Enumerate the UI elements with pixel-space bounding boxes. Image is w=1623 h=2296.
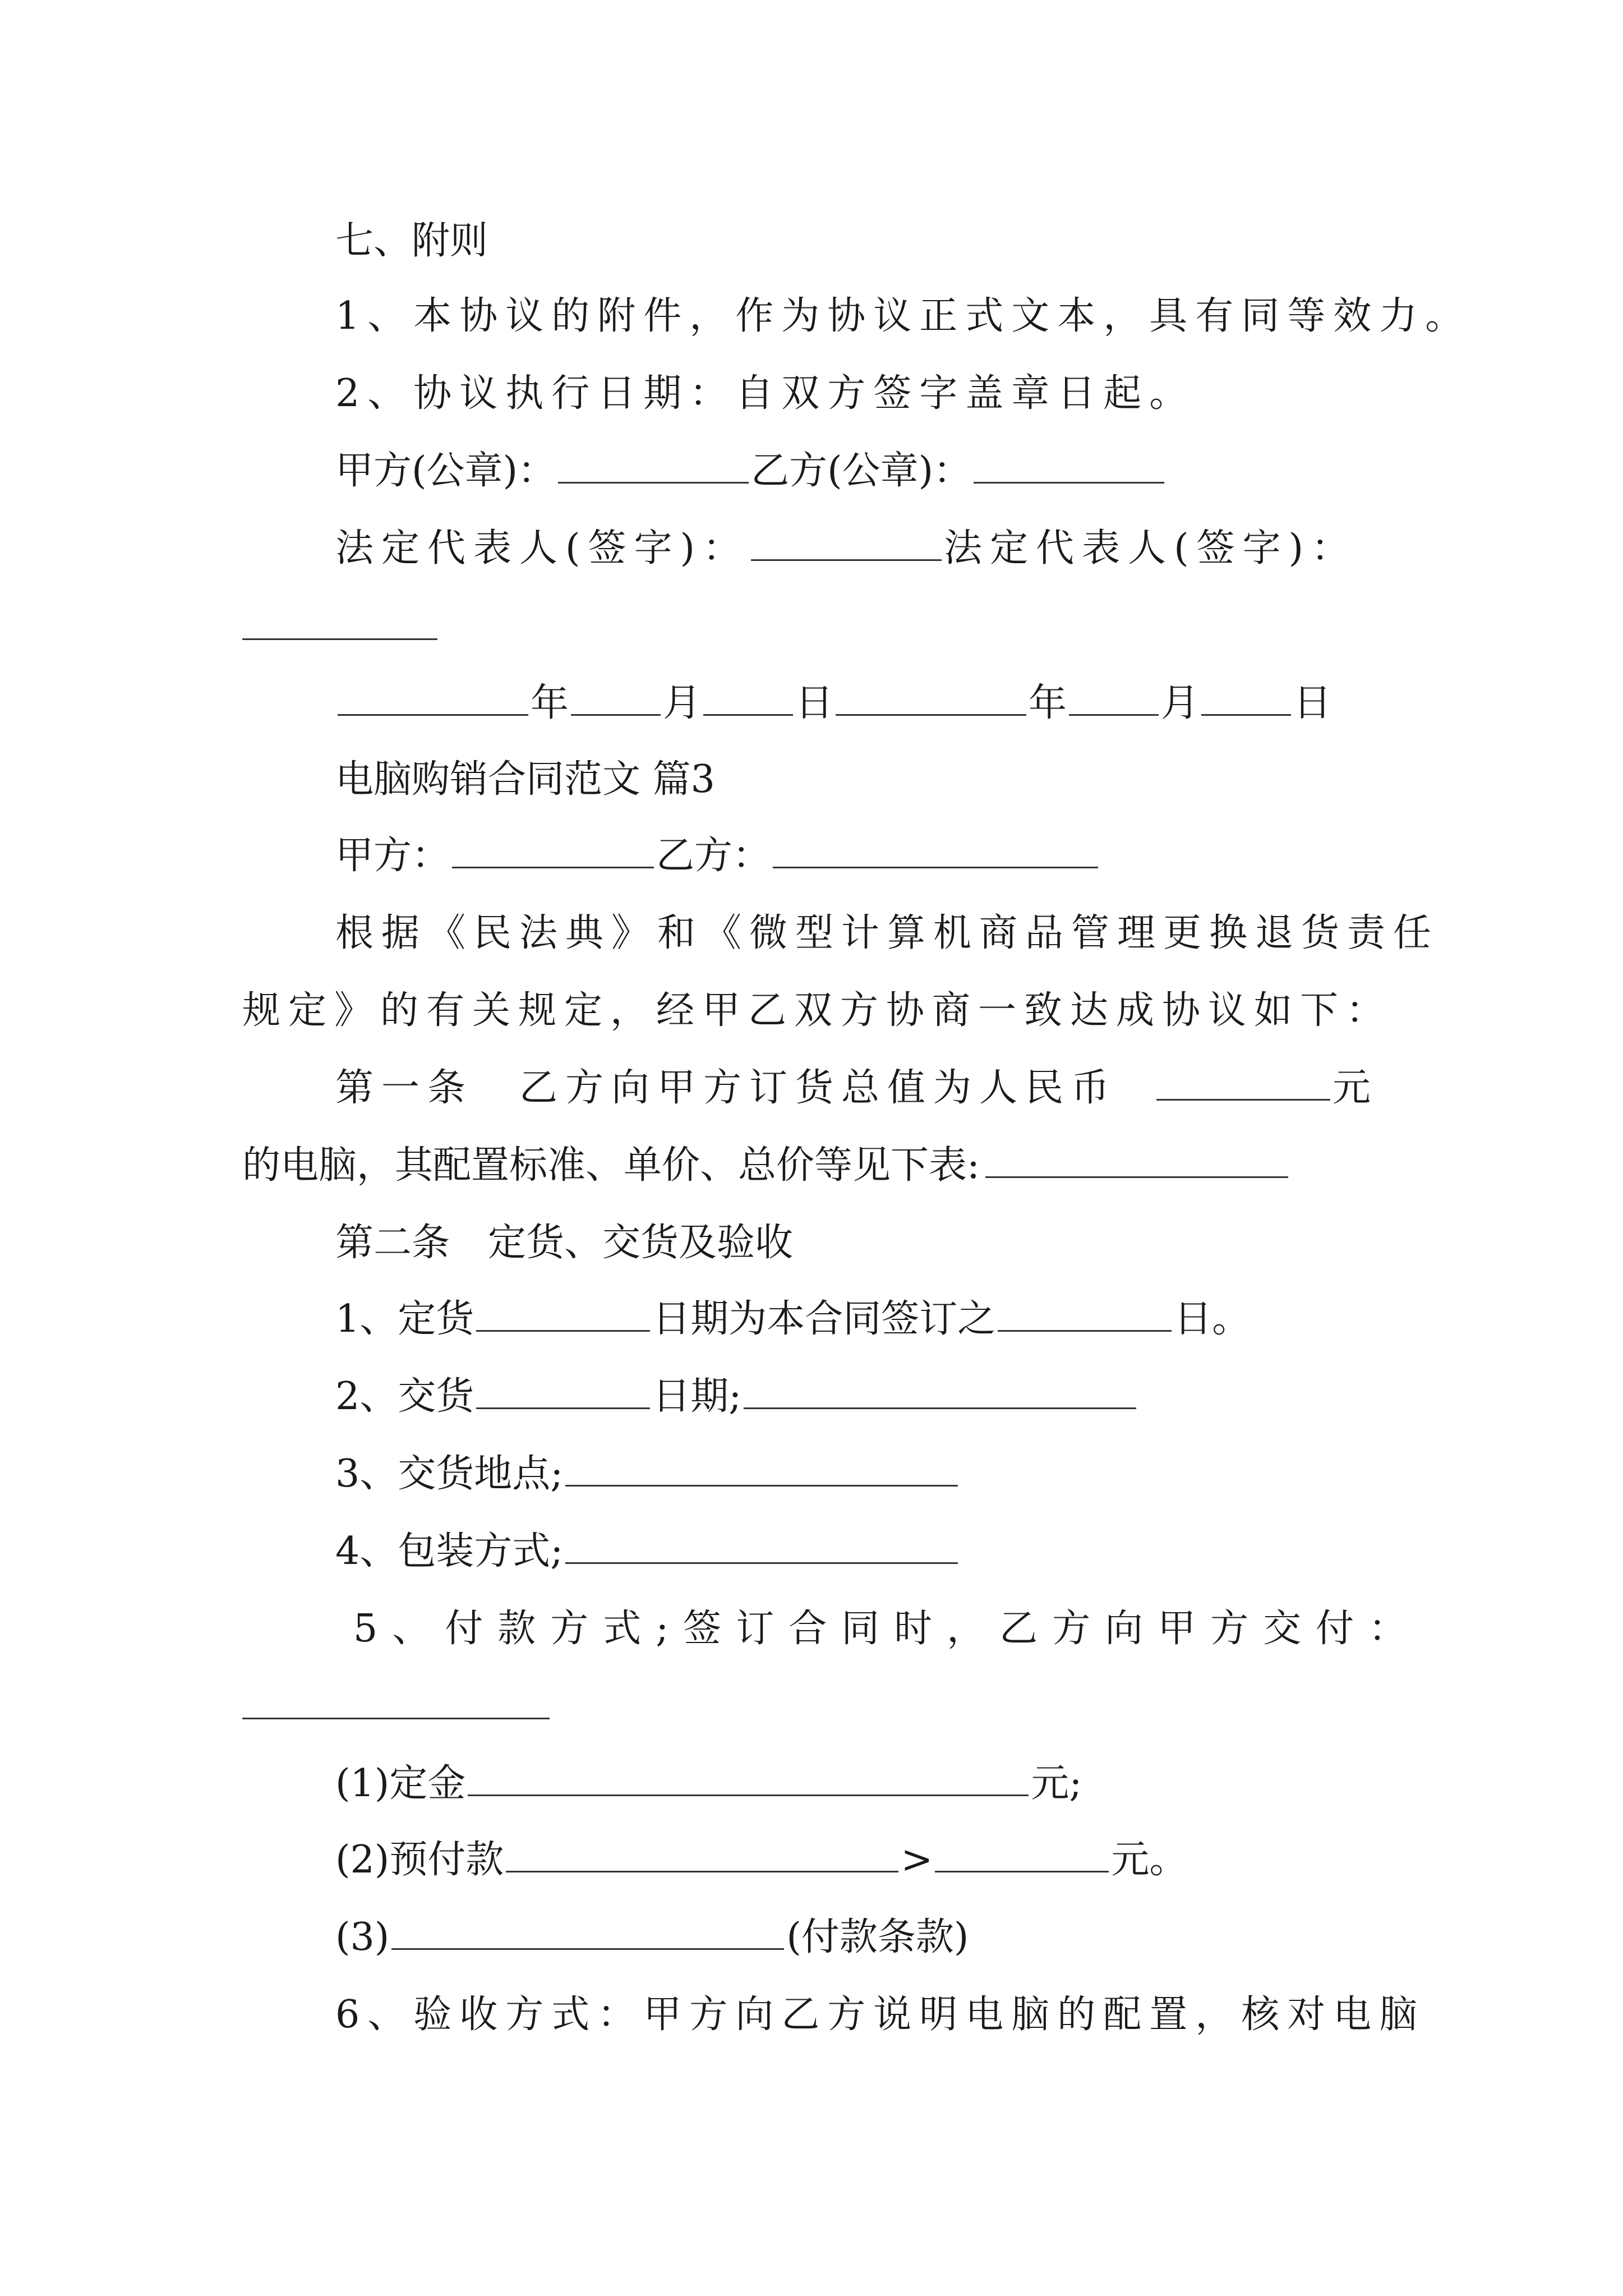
item-4-blank bbox=[565, 1527, 958, 1564]
item-1-blank-b bbox=[998, 1295, 1172, 1332]
date-month-blank-b bbox=[1069, 679, 1159, 716]
article-2-title-text: 第二条 定货、交货及验收 bbox=[335, 1221, 794, 1265]
clause-2 bbox=[335, 366, 1623, 422]
article-1-line-1 bbox=[335, 1060, 1623, 1116]
clause-2-text: 2、协议执行日期：自双方签字盖章日起。 bbox=[335, 371, 1196, 416]
item-2-prefix: 2、交货 bbox=[335, 1374, 474, 1419]
item-2-middle: 日期; bbox=[652, 1374, 742, 1419]
date-year-blank-a bbox=[338, 679, 528, 716]
item-1-middle: 日期为本合同签订之 bbox=[652, 1297, 996, 1341]
party-b-seal-label: 乙方(公章)： bbox=[751, 449, 972, 493]
date-day-blank-b bbox=[1201, 679, 1291, 716]
party-a-label: 甲方： bbox=[335, 834, 450, 878]
date-day-a: 日 bbox=[795, 681, 834, 725]
parties-line bbox=[335, 828, 1623, 884]
date-month-b: 月 bbox=[1161, 681, 1200, 725]
date-month-blank-a bbox=[571, 679, 661, 716]
contract-title-text: 电脑购销合同范文 篇3 bbox=[335, 757, 715, 802]
article-2-title bbox=[335, 1215, 1623, 1271]
party-b-label: 乙方： bbox=[656, 834, 771, 878]
item-3-text: 3、交货地点; bbox=[335, 1452, 564, 1496]
date-line bbox=[335, 675, 1623, 731]
item-1-suffix: 日。 bbox=[1174, 1297, 1251, 1341]
intro-line-1-text: 根据《民法典》和《微型计算机商品管理更换退货责任 bbox=[335, 911, 1440, 955]
payment-1-unit: 元; bbox=[1031, 1761, 1082, 1806]
payment-2-blank-b bbox=[935, 1836, 1109, 1872]
article-1-line-2 bbox=[242, 1138, 1623, 1194]
article-1-table-blank bbox=[985, 1142, 1288, 1178]
date-day-b: 日 bbox=[1293, 681, 1332, 725]
payment-1-blank bbox=[468, 1760, 1029, 1796]
date-day-blank-a bbox=[703, 679, 793, 716]
item-6-text: 6、验收方式：甲方向乙方说明电脑的配置，核对电脑 bbox=[335, 1993, 1426, 2037]
payment-3-line bbox=[335, 1910, 1623, 1966]
payment-2-line bbox=[335, 1832, 1623, 1888]
intro-line-2-text: 规定》的有关规定，经甲乙双方协商一致达成协议如下： bbox=[242, 988, 1393, 1033]
payment-3-suffix: (付款条款) bbox=[786, 1915, 969, 1959]
date-month-a: 月 bbox=[663, 681, 702, 725]
article-1-prefix: 第一条 乙方向甲方订货总值为人民币 bbox=[335, 1066, 1118, 1110]
item-1-line bbox=[335, 1291, 1623, 1347]
intro-line-1 bbox=[335, 905, 1623, 961]
legal-rep-blank-b bbox=[242, 638, 437, 640]
clause-1-text: 1、本协议的附件，作为协议正式文本，具有同等效力。 bbox=[335, 294, 1472, 338]
intro-line-2 bbox=[242, 983, 1623, 1039]
payment-2-blank-a bbox=[506, 1836, 898, 1872]
item-2-blank-b bbox=[744, 1373, 1136, 1409]
legal-rep-label-b: 法定代表人(签字)： bbox=[944, 526, 1358, 570]
payment-2-arrow: > bbox=[901, 1838, 933, 1882]
party-a-seal-blank bbox=[558, 447, 749, 484]
payment-3-blank bbox=[391, 1913, 784, 1950]
party-b-seal-blank bbox=[974, 447, 1164, 484]
article-1-unit: 元 bbox=[1332, 1066, 1371, 1110]
item-1-prefix: 1、定货 bbox=[335, 1297, 474, 1341]
item-1-blank-a bbox=[476, 1295, 650, 1332]
clause-1 bbox=[335, 288, 1623, 344]
seal-line bbox=[335, 443, 1623, 499]
legal-rep-blank-a bbox=[751, 524, 942, 561]
item-5-line bbox=[353, 1601, 1623, 1657]
legal-rep-line bbox=[335, 521, 1623, 577]
item-2-line bbox=[335, 1369, 1623, 1425]
payment-1-line bbox=[335, 1756, 1623, 1812]
item-5-blank bbox=[242, 1718, 550, 1719]
article-1-line-2-text: 的电脑，其配置标准、单价、总价等见下表: bbox=[242, 1143, 980, 1188]
item-3-blank bbox=[565, 1450, 958, 1487]
contract-title bbox=[335, 752, 1623, 808]
date-year-a: 年 bbox=[531, 681, 569, 725]
article-1-amount-blank bbox=[1156, 1064, 1330, 1101]
payment-1-prefix: (1)定金 bbox=[335, 1761, 466, 1806]
section-heading bbox=[335, 213, 1623, 269]
item-4-line bbox=[335, 1524, 1623, 1580]
item-5-text: 5、付款方式;签订合同时，乙方向甲方交付： bbox=[353, 1607, 1422, 1651]
payment-3-prefix: (3) bbox=[335, 1915, 390, 1959]
item-2-blank-a bbox=[476, 1373, 650, 1409]
legal-rep-label-a: 法定代表人(签字)： bbox=[335, 526, 749, 570]
item-6-line bbox=[335, 1987, 1623, 2043]
payment-2-prefix: (2)预付款 bbox=[335, 1838, 504, 1882]
party-b-blank bbox=[773, 832, 1098, 868]
section-heading-text: 七、附则 bbox=[335, 219, 488, 263]
item-4-text: 4、包装方式; bbox=[335, 1529, 564, 1573]
payment-2-unit: 元。 bbox=[1111, 1838, 1188, 1882]
party-a-seal-label: 甲方(公章)： bbox=[335, 449, 556, 493]
date-year-blank-b bbox=[836, 679, 1026, 716]
date-year-b: 年 bbox=[1029, 681, 1067, 725]
party-a-blank bbox=[452, 832, 654, 868]
item-3-line bbox=[335, 1446, 1623, 1502]
